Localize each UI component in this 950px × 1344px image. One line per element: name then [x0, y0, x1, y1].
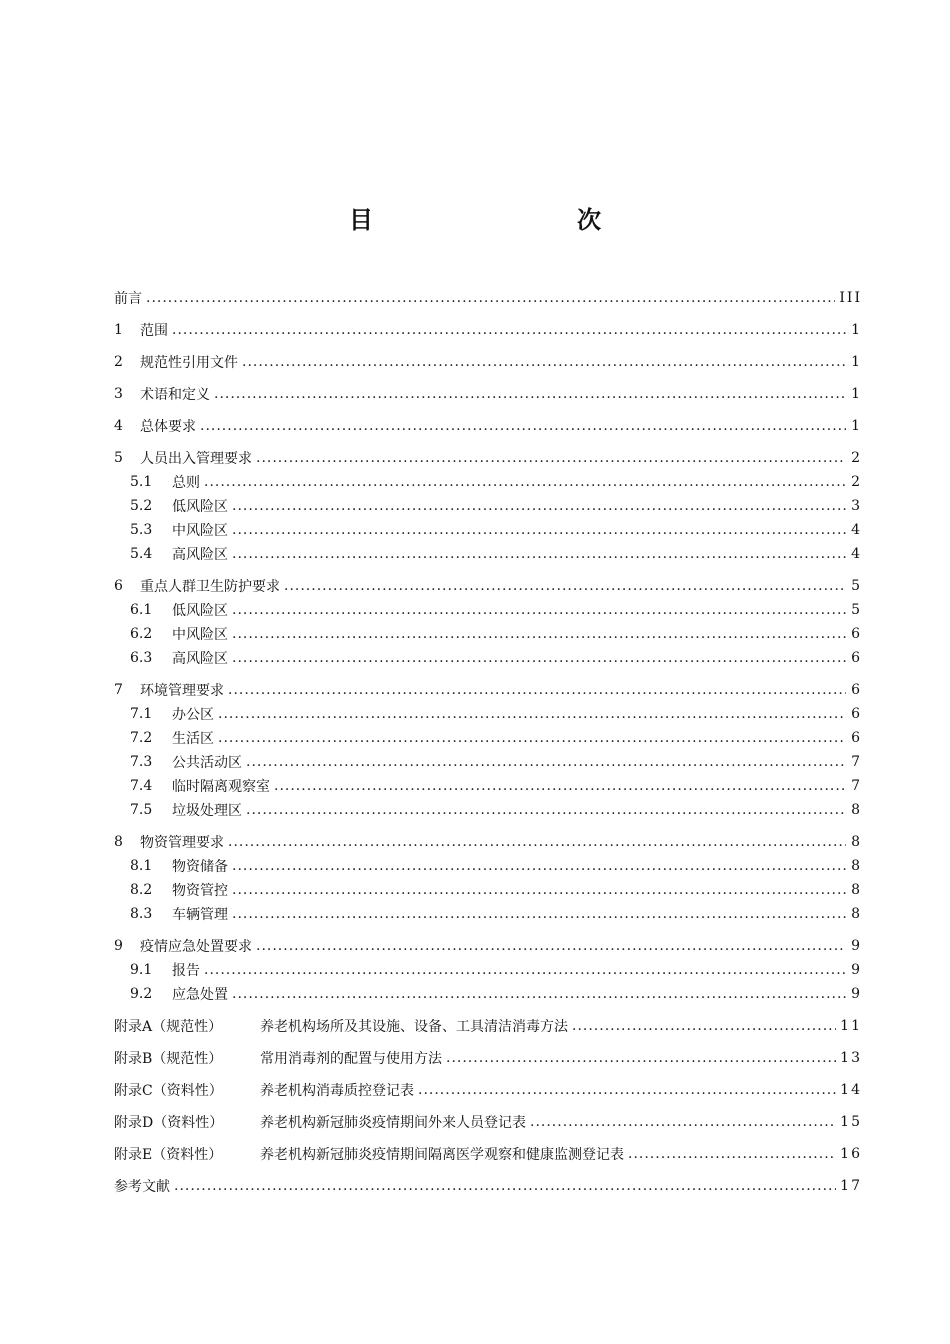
toc-entry-number: 7.2: [130, 730, 153, 746]
toc-entry-number: 8.1: [130, 858, 153, 874]
toc-entry-number: 8.2: [130, 882, 153, 898]
toc-entry-title: 中风险区: [172, 523, 228, 539]
toc-entry-number: 5.2: [130, 498, 153, 514]
toc-entry[interactable]: [114, 542, 860, 566]
toc-entry-title: 重点人群卫生防护要求: [140, 579, 280, 595]
table-of-contents: [114, 286, 860, 1198]
toc-dot-leader: [242, 354, 846, 370]
toc-page-number: 6: [851, 706, 862, 722]
page-title: 目 次: [349, 206, 653, 234]
toc-entry-title: 低风险区: [172, 603, 228, 619]
toc-page-number: 9: [851, 938, 862, 954]
toc-entry-title: 中风险区: [172, 627, 228, 643]
toc-entry-title: 生活区: [172, 731, 214, 747]
toc-page-number: 15: [840, 1114, 862, 1130]
toc-entry-title: 养老机构新冠肺炎疫情期间隔离医学观察和健康监测登记表: [260, 1147, 624, 1163]
toc-entry[interactable]: [114, 646, 860, 670]
toc-entry-number: 7.4: [130, 778, 153, 794]
toc-dot-leader: [232, 522, 846, 538]
toc-annex-label: 附录D（资料性）: [114, 1115, 224, 1131]
toc-page-number: 6: [851, 626, 862, 642]
toc-dot-leader: [172, 322, 846, 338]
toc-entry[interactable]: [114, 750, 860, 774]
toc-page-number: 16: [840, 1146, 862, 1162]
toc-page-number: 2: [851, 474, 862, 490]
toc-page-number: 2: [851, 450, 862, 466]
toc-page-number: 13: [840, 1050, 862, 1066]
toc-entry-title: 养老机构场所及其设施、设备、工具清洁消毒方法: [260, 1019, 568, 1035]
toc-entry-title: 临时隔离观察室: [172, 779, 270, 795]
toc-dot-leader: [446, 1050, 836, 1066]
toc-page-number: 6: [851, 682, 862, 698]
toc-dot-leader: [204, 474, 846, 490]
toc-entry-title: 人员出入管理要求: [140, 451, 252, 467]
toc-dot-leader: [284, 578, 846, 594]
toc-entry-number: 5.1: [130, 474, 153, 490]
toc-page-number: 1: [851, 386, 862, 402]
toc-entry-number: 9: [114, 938, 123, 954]
toc-entry[interactable]: [114, 1110, 860, 1134]
toc-entry[interactable]: [114, 830, 860, 854]
toc-dot-leader: [228, 682, 846, 698]
toc-entry[interactable]: [114, 774, 860, 798]
toc-page-number: 11: [840, 1018, 862, 1034]
toc-dot-leader: [232, 546, 846, 562]
toc-dot-leader: [572, 1018, 836, 1034]
toc-page-number: 5: [851, 578, 862, 594]
toc-entry[interactable]: [114, 798, 860, 822]
toc-dot-leader: [232, 626, 846, 642]
toc-entry[interactable]: [114, 702, 860, 726]
toc-entry[interactable]: [114, 470, 860, 494]
toc-entry-title: 高风险区: [172, 651, 228, 667]
toc-entry[interactable]: [114, 318, 860, 342]
toc-entry[interactable]: [114, 518, 860, 542]
toc-entry-title: 总体要求: [140, 419, 196, 435]
toc-dot-leader: [274, 778, 846, 794]
toc-dot-leader: [218, 730, 846, 746]
toc-entry-title: 环境管理要求: [140, 683, 224, 699]
toc-entry-number: 5: [114, 450, 123, 466]
toc-entry[interactable]: [114, 494, 860, 518]
toc-page-number: III: [839, 290, 862, 306]
toc-entry-title: 物资管理要求: [140, 835, 224, 851]
toc-entry[interactable]: [114, 934, 860, 958]
toc-entry[interactable]: [114, 1142, 860, 1166]
toc-dot-leader: [232, 906, 846, 922]
toc-entry-number: 4: [114, 418, 123, 434]
toc-dot-leader: [232, 498, 846, 514]
toc-page-number: 14: [840, 1082, 862, 1098]
toc-entry-number: 1: [114, 322, 123, 338]
toc-entry-number: 6: [114, 578, 123, 594]
toc-entry[interactable]: [114, 350, 860, 374]
toc-entry-title: 物资储备: [172, 859, 228, 875]
toc-entry-number: 6.3: [130, 650, 153, 666]
toc-page-number: 6: [851, 650, 862, 666]
toc-entry[interactable]: [114, 622, 860, 646]
toc-page-number: 4: [851, 546, 862, 562]
toc-entry-title: 总则: [172, 475, 200, 491]
toc-page-number: 8: [851, 858, 862, 874]
toc-entry-number: 5.3: [130, 522, 153, 538]
toc-entry[interactable]: [114, 1046, 860, 1070]
toc-entry[interactable]: [114, 902, 860, 926]
toc-annex-label: 附录B（规范性）: [114, 1051, 223, 1067]
toc-dot-leader: [214, 386, 846, 402]
toc-entry[interactable]: [114, 1078, 860, 1102]
toc-entry-title: 养老机构消毒质控登记表: [260, 1083, 414, 1099]
toc-page-number: 1: [851, 322, 862, 338]
toc-entry-title: 参考文献: [114, 1179, 170, 1195]
toc-entry[interactable]: [114, 958, 860, 982]
toc-dot-leader: [232, 602, 846, 618]
toc-entry[interactable]: [114, 854, 860, 878]
toc-page-number: 7: [851, 778, 862, 794]
toc-entry[interactable]: [114, 286, 860, 310]
toc-dot-leader: [146, 290, 835, 306]
toc-dot-leader: [246, 754, 846, 770]
toc-entry-number: 6.2: [130, 626, 153, 642]
toc-entry-title: 规范性引用文件: [140, 355, 238, 371]
toc-entry-title: 应急处置: [172, 987, 228, 1003]
toc-entry-title: 物资管控: [172, 883, 228, 899]
toc-dot-leader: [218, 706, 846, 722]
toc-entry-number: 7.3: [130, 754, 153, 770]
toc-page-number: 1: [851, 418, 862, 434]
toc-dot-leader: [228, 834, 846, 850]
toc-entry-title: 车辆管理: [172, 907, 228, 923]
toc-page-number: 8: [851, 882, 862, 898]
toc-page-number: 8: [851, 906, 862, 922]
toc-page-number: 6: [851, 730, 862, 746]
toc-annex-label: 附录C（资料性）: [114, 1083, 223, 1099]
toc-entry[interactable]: [114, 1174, 860, 1198]
toc-entry-number: 8: [114, 834, 123, 850]
toc-entry-number: 7.1: [130, 706, 153, 722]
toc-entry-number: 8.3: [130, 906, 153, 922]
toc-dot-leader: [232, 882, 846, 898]
toc-dot-leader: [200, 418, 846, 434]
toc-entry-title: 养老机构新冠肺炎疫情期间外来人员登记表: [260, 1115, 526, 1131]
toc-dot-leader: [256, 450, 846, 466]
toc-entry-title: 前言: [114, 291, 142, 307]
toc-entry[interactable]: [114, 726, 860, 750]
toc-entry-title: 垃圾处理区: [172, 803, 242, 819]
toc-entry-number: 2: [114, 354, 123, 370]
toc-dot-leader: [246, 802, 846, 818]
toc-entry-title: 办公区: [172, 707, 214, 723]
toc-entry-number: 9.2: [130, 986, 153, 1002]
toc-dot-leader: [174, 1178, 836, 1194]
toc-entry-title: 公共活动区: [172, 755, 242, 771]
toc-page-number: 8: [851, 802, 862, 818]
toc-entry-number: 6.1: [130, 602, 153, 618]
toc-entry-title: 疫情应急处置要求: [140, 939, 252, 955]
toc-entry[interactable]: [114, 446, 860, 470]
toc-dot-leader: [232, 858, 846, 874]
toc-page-number: 8: [851, 834, 862, 850]
toc-page-number: 3: [851, 498, 862, 514]
toc-entry-title: 报告: [172, 963, 200, 979]
toc-entry-number: 7: [114, 682, 123, 698]
toc-entry[interactable]: [114, 1014, 860, 1038]
toc-entry[interactable]: [114, 878, 860, 902]
toc-entry[interactable]: [114, 574, 860, 598]
toc-entry-title: 常用消毒剂的配置与使用方法: [260, 1051, 442, 1067]
toc-entry-number: 7.5: [130, 802, 153, 818]
toc-page-number: 7: [851, 754, 862, 770]
toc-entry[interactable]: [114, 982, 860, 1006]
toc-page-number: 1: [851, 354, 862, 370]
toc-annex-label: 附录E（资料性）: [114, 1147, 223, 1163]
toc-entry[interactable]: [114, 598, 860, 622]
toc-entry[interactable]: [114, 678, 860, 702]
toc-dot-leader: [232, 986, 846, 1002]
toc-dot-leader: [204, 962, 846, 978]
toc-page-number: 9: [851, 986, 862, 1002]
toc-entry-number: 9.1: [130, 962, 153, 978]
toc-page-number: 4: [851, 522, 862, 538]
toc-page-number: 17: [840, 1178, 862, 1194]
toc-dot-leader: [628, 1146, 836, 1162]
toc-entry[interactable]: [114, 382, 860, 406]
toc-entry-title: 术语和定义: [140, 387, 210, 403]
toc-entry-title: 范围: [140, 323, 168, 339]
toc-page-number: 9: [851, 962, 862, 978]
toc-entry-title: 低风险区: [172, 499, 228, 515]
toc-dot-leader: [232, 650, 846, 666]
toc-entry-number: 3: [114, 386, 123, 402]
toc-dot-leader: [418, 1082, 836, 1098]
toc-entry-number: 5.4: [130, 546, 153, 562]
toc-dot-leader: [256, 938, 846, 954]
toc-entry[interactable]: [114, 414, 860, 438]
toc-annex-label: 附录A（规范性）: [114, 1019, 223, 1035]
toc-dot-leader: [530, 1114, 836, 1130]
toc-page-number: 5: [851, 602, 862, 618]
toc-entry-title: 高风险区: [172, 547, 228, 563]
